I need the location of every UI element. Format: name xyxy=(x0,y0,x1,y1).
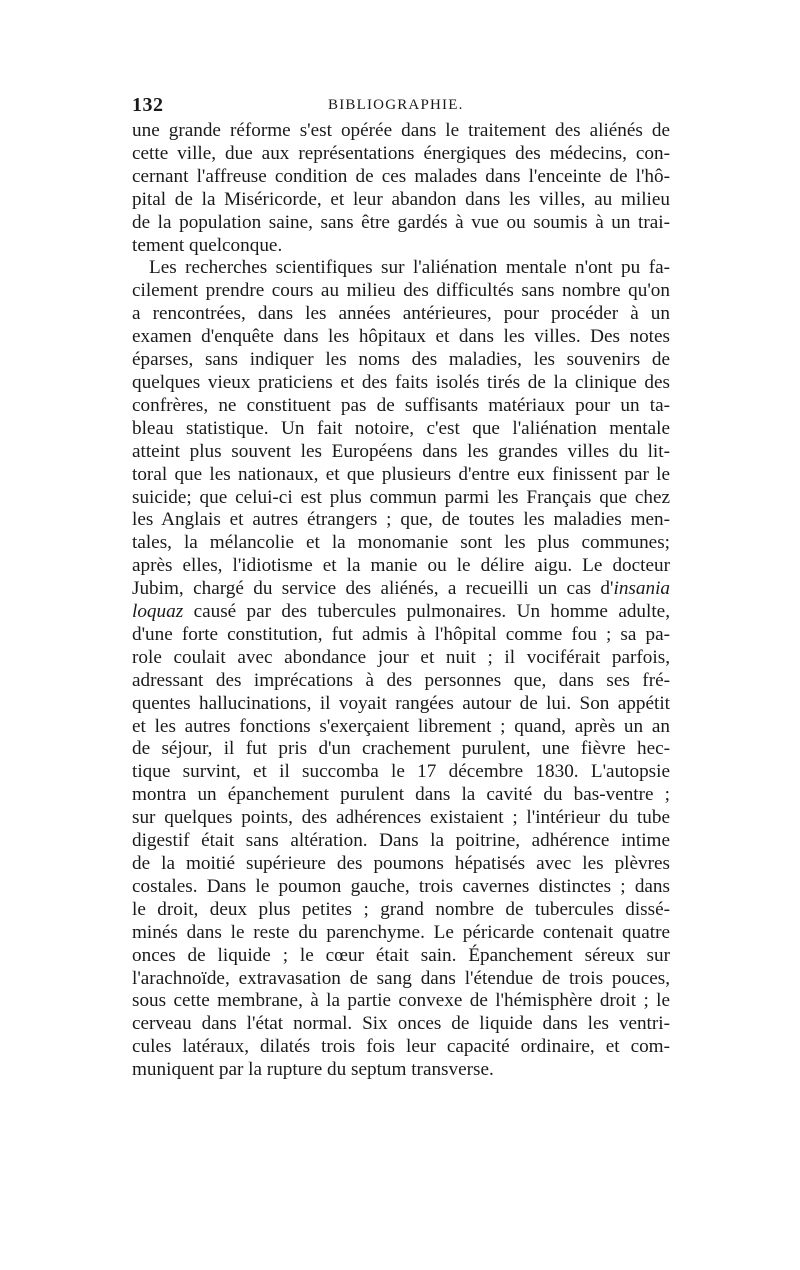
text-line: adressant des imprécations à des personnes que, dans ses fré- xyxy=(132,669,670,691)
text-line: de la moitié supérieure des poumons hépatisés avec les plèvres xyxy=(132,853,670,874)
text-line: muniquent par la rupture du septum transverse. xyxy=(132,1059,494,1081)
text-line: sur quelques points, des adhérences existaient ; l'intérieur du tube xyxy=(132,807,670,829)
text-line: une grande réforme s'est opérée dans le traitement des aliénés de xyxy=(132,120,670,141)
text-line: digestif était sans altération. Dans la poitrine, adhérence intime xyxy=(132,830,670,852)
text-line: examen d'enquête dans les hôpitaux et dans les villes. Des notes xyxy=(132,326,670,348)
text-line: toral que les nationaux, et que plusieurs d'entre eux finissent par le xyxy=(132,463,670,485)
text-line: a rencontrées, dans les années antérieures, pour procéder à un xyxy=(132,303,670,325)
text-line: role coulait avec abondance jour et nuit ; il vociférait parfois, xyxy=(132,646,670,668)
italic-term: insania xyxy=(613,578,670,600)
text-line: bleau statistique. Un fait notoire, c'est que l'aliénation mentale xyxy=(132,417,670,439)
page-number: 132 xyxy=(132,94,164,116)
line-text: causé par des tubercules pulmonaires. Un homme adulte, xyxy=(193,601,670,623)
text-line: cerveau dans l'état normal. Six onces de liquide dans les ventri- xyxy=(132,1013,670,1035)
text-line: tales, la mélancolie et la monomanie sont les plus communes; xyxy=(132,532,670,554)
paragraph-2 xyxy=(132,257,670,1082)
text-line: minés dans le reste du parenchyme. Le péricarde contenait quatre xyxy=(132,921,670,943)
text-line: quelques vieux praticiens et des faits isolés tirés de la clinique des xyxy=(132,371,670,393)
text-line: de séjour, il fut pris d'un crachement purulent, une fièvre hec- xyxy=(132,738,670,760)
text-line: le droit, deux plus petites ; grand nombre de tubercules dissé- xyxy=(132,898,670,920)
text-line: sous cette membrane, à la partie convexe de l'hémisphère droit ; le xyxy=(132,990,670,1012)
text-line: montra un épanchement purulent dans la cavité du bas-ventre ; xyxy=(132,784,670,806)
text-line: atteint plus souvent les Européens dans les grandes villes du lit- xyxy=(132,440,670,462)
book-page xyxy=(132,94,670,1082)
text-line: cules latéraux, dilatés trois fois leur capacité ordinaire, et com- xyxy=(132,1036,670,1058)
text-line-with-italic xyxy=(132,601,670,624)
text-line: cilement prendre cours au milieu des difficultés sans nombre qu'on xyxy=(132,280,670,302)
text-line: confrères, ne constituent pas de suffisants matériaux pour un ta- xyxy=(132,394,670,416)
text-line: éparses, sans indiquer les noms des maladies, les souvenirs de xyxy=(132,349,670,371)
text-line: suicide; que celui-ci est plus commun parmi les Français que chez xyxy=(132,486,670,508)
text-line: costales. Dans le poumon gauche, trois cavernes distinctes ; dans xyxy=(132,875,670,897)
text-line: l'arachnoïde, extravasation de sang dans l'étendue de trois pouces, xyxy=(132,967,670,989)
text-line: tique survint, et il succomba le 17 décembre 1830. L'autopsie xyxy=(132,761,670,783)
text-line: et les autres fonctions s'exerçaient librement ; quand, après un an xyxy=(132,715,670,737)
page-header xyxy=(132,94,670,120)
running-title: BIBLIOGRAPHIE. xyxy=(328,97,464,113)
text-line: après elles, l'idiotisme et la manie ou le délire aigu. Le docteur xyxy=(132,555,670,577)
body-text xyxy=(132,120,670,1082)
text-line-with-italic xyxy=(132,578,670,601)
text-line: tement quelconque. xyxy=(132,234,283,256)
text-line: les Anglais et autres étrangers ; que, de toutes les maladies men- xyxy=(132,509,670,531)
text-line: quentes hallucinations, il voyait rangées autour de lui. Son appétit xyxy=(132,692,670,714)
text-line: de la population saine, sans être gardés à vue ou soumis à un trai- xyxy=(132,211,670,233)
paragraph-1 xyxy=(132,120,670,257)
text-line: Les recherches scientifiques sur l'aliénation mentale n'ont pu fa- xyxy=(149,257,670,279)
text-line: d'une forte constitution, fut admis à l'hôpital comme fou ; sa pa- xyxy=(132,623,670,645)
italic-term: loquaz xyxy=(132,601,184,623)
text-line: cernant l'affreuse condition de ces malades dans l'enceinte de l'hô- xyxy=(132,165,670,187)
line-text: Jubim, chargé du service des aliénés, a recueilli un cas d' xyxy=(132,578,614,600)
text-line: onces de liquide ; le cœur était sain. Épanchement séreux sur xyxy=(132,944,670,966)
text-line: pital de la Miséricorde, et leur abandon dans les villes, au milieu xyxy=(132,188,670,210)
text-line: cette ville, due aux représentations énergiques des médecins, con- xyxy=(132,142,670,164)
